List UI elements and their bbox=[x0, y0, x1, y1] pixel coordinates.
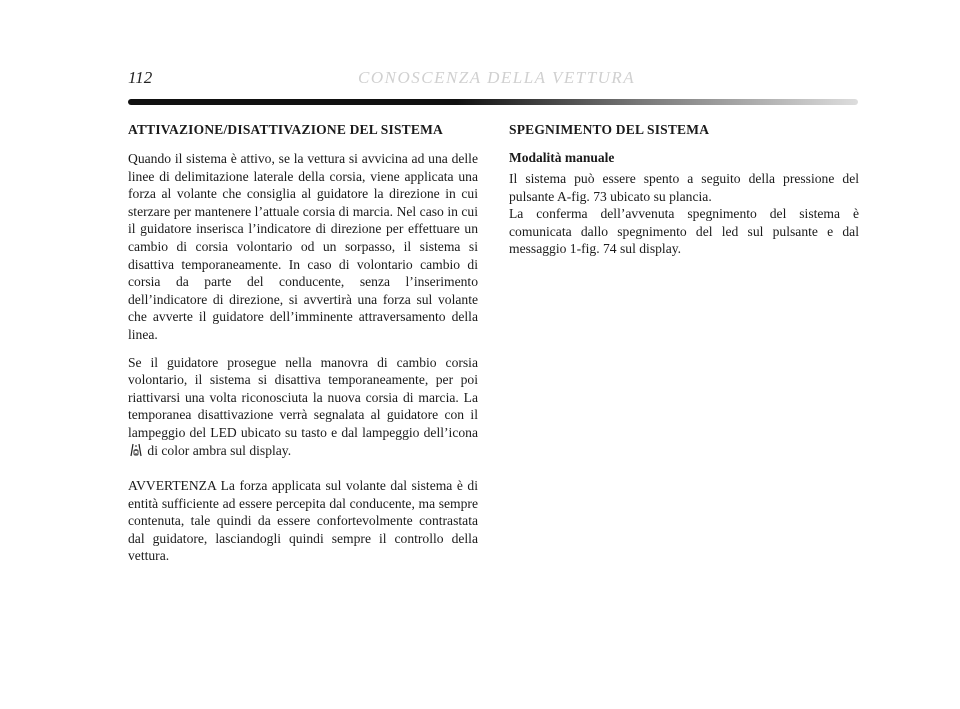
shutdown-paragraph-1: Il sistema può essere spento a seguito della pressione del pulsante A-fig. 73 ubicato su plancia. bbox=[509, 171, 859, 204]
activation-heading: ATTIVAZIONE/DISATTIVAZIONE DEL SISTEMA bbox=[128, 122, 443, 137]
paragraph-2-text-b: di color ambra sul display. bbox=[147, 442, 292, 458]
activation-paragraph-1: Quando il sistema è attivo, se la vettura si avvicina ad una delle linee di delimitazione laterale della corsia, viene applicata una forza al volante che consiglia al guidatore la direzione in cui sterzare per mantenere l’attuale corsia di marcia. Nel caso in cui il guidatore inserisca l’indicatore di direzione per effettuare un cambio di corsia volontario od un sorpasso, il sistema si disattiva temporaneamente. In caso di volontario cambio di corsia da parte del conducente, senza l’inserimento dell’indicatore di direzione, si avvertirà una forza sul volante che avverte il guidatore dell’imminente attraversamento della linea. bbox=[128, 151, 478, 342]
right-column bbox=[509, 122, 859, 268]
header-rule bbox=[128, 99, 858, 105]
shutdown-heading: SPEGNIMENTO DEL SISTEMA bbox=[509, 122, 710, 137]
activation-paragraph-2 bbox=[128, 354, 478, 460]
shutdown-paragraph-2: La conferma dell’avvenuta spegnimento del sistema è comunicata dallo spegnimento del led sul pulsante e dal messaggio 1-fig. 74 sul display. bbox=[509, 206, 859, 257]
left-column bbox=[128, 122, 478, 575]
section-title: CONOSCENZA DELLA VETTURA bbox=[358, 68, 636, 87]
warning-paragraph: AVVERTENZA La forza applicata sul volante dal sistema è di entità sufficiente ad essere percepita dal conducente, ma sempre contenuta, tale quindi da essere confortevolmente contrastata dal guidatore, lasciandogli quindi sempre il controllo della vettura. bbox=[128, 478, 478, 564]
paragraph-2-text-a: Se il guidatore prosegue nella manovra di cambio corsia volontario, il sistema si disattiva temporaneamente, per poi riattivarsi una volta riconosciuta la nuova corsia di marcia. La temporanea disattivazione verrà segnalata al guidatore con il lampeggio del LED ubicato su tasto e dal lampeggio dell’icona bbox=[128, 354, 478, 440]
page-header bbox=[128, 66, 858, 96]
manual-mode-subheading: Modalità manuale bbox=[509, 150, 615, 165]
page-number: 112 bbox=[128, 68, 153, 87]
lane-departure-icon bbox=[130, 443, 142, 457]
